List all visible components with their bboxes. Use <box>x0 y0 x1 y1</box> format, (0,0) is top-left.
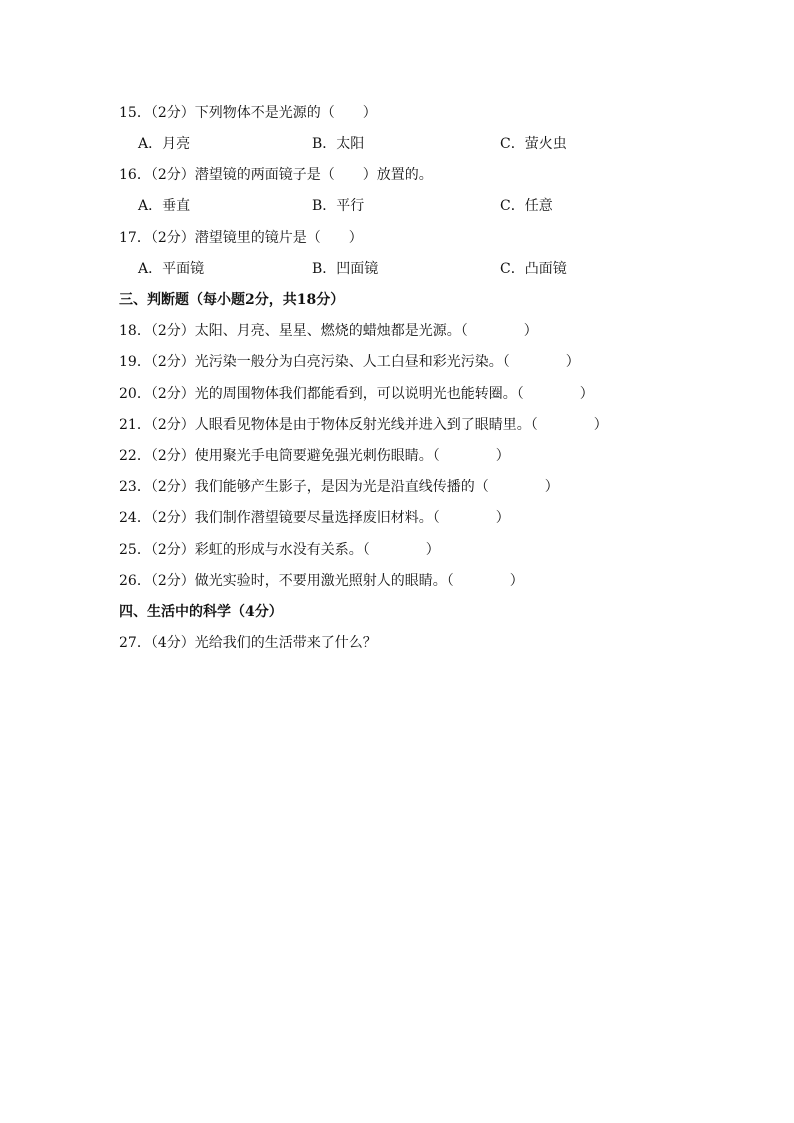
option-c: C．凸面镜 <box>500 261 567 277</box>
question-25: 25．（2分）彩虹的形成与水没有关系。（ ） <box>119 542 440 558</box>
option-a: A．月亮 <box>138 136 191 152</box>
question-23: 23．（2分）我们能够产生影子，是因为光是沿直线传播的（ ） <box>119 479 559 495</box>
option-a: A．垂直 <box>138 198 191 214</box>
option-c: C．萤火虫 <box>500 136 567 152</box>
question-20: 20．（2分）光的周围物体我们都能看到，可以说明光也能转圈。（ ） <box>119 386 594 402</box>
question-18: 18．（2分）太阳、月亮、星星、燃烧的蜡烛都是光源。（ ） <box>119 323 538 339</box>
question-16: 16．（2分）潜望镜的两面镜子是（ ）放置的。 <box>119 167 433 183</box>
question-19: 19．（2分）光污染一般分为白亮污染、人工白昼和彩光污染。（ ） <box>119 354 580 370</box>
option-c: C．任意 <box>500 198 553 214</box>
question-24: 24．（2分）我们制作潜望镜要尽量选择废旧材料。（ ） <box>119 510 510 526</box>
question-21: 21．（2分）人眼看见物体是由于物体反射光线并进入到了眼睛里。（ ） <box>119 417 608 433</box>
section-3-title: 三、判断题（每小题2分，共18分） <box>119 292 345 308</box>
question-15: 15．（2分）下列物体不是光源的（ ） <box>119 105 377 121</box>
option-a: A．平面镜 <box>138 261 205 277</box>
option-b: B．太阳 <box>312 136 365 152</box>
option-b: B．凹面镜 <box>312 261 379 277</box>
option-b: B．平行 <box>312 198 365 214</box>
question-22: 22．（2分）使用聚光手电筒要避免强光刺伤眼睛。（ ） <box>119 448 510 464</box>
section-4-title: 四、生活中的科学（4分） <box>119 604 283 620</box>
question-26: 26．（2分）做光实验时，不要用激光照射人的眼睛。（ ） <box>119 573 524 589</box>
question-17: 17．（2分）潜望镜里的镜片是（ ） <box>119 230 363 246</box>
question-27: 27．（4分）光给我们的生活带来了什么？ <box>119 635 377 651</box>
